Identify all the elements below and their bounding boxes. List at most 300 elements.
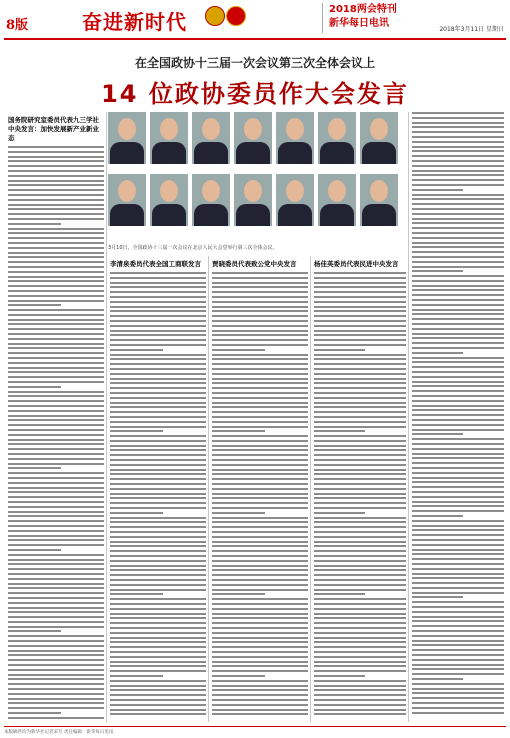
body-text-line bbox=[212, 651, 308, 653]
body-text-line bbox=[110, 459, 206, 461]
body-text-line bbox=[314, 627, 406, 629]
body-text-line bbox=[314, 603, 406, 605]
body-text-line bbox=[314, 617, 406, 619]
body-text-line bbox=[412, 189, 463, 191]
body-text-line bbox=[110, 536, 206, 538]
body-text-line bbox=[212, 272, 308, 274]
body-text-line bbox=[8, 707, 104, 709]
body-text-line bbox=[212, 334, 308, 336]
body-text-line bbox=[412, 553, 504, 555]
body-text-line bbox=[412, 601, 504, 603]
body-text-line bbox=[8, 371, 104, 373]
brand-title: 奋进新时代 bbox=[82, 10, 187, 34]
body-text-line bbox=[314, 704, 406, 706]
article-column-2 bbox=[110, 256, 206, 722]
body-text-line bbox=[8, 415, 104, 417]
body-text-line bbox=[412, 347, 504, 349]
body-text-line bbox=[412, 337, 504, 339]
body-text-line bbox=[314, 315, 406, 317]
body-text-line bbox=[110, 550, 206, 552]
body-text-line bbox=[8, 170, 104, 172]
body-text-line bbox=[110, 426, 206, 428]
body-text-line bbox=[212, 685, 308, 687]
body-text-line bbox=[212, 704, 308, 706]
body-text-line bbox=[412, 213, 504, 215]
body-text-line bbox=[8, 343, 104, 345]
body-text-line bbox=[314, 339, 406, 341]
body-text-line bbox=[412, 246, 504, 248]
body-text-line bbox=[314, 291, 406, 293]
body-text-line bbox=[212, 382, 308, 384]
body-text-line bbox=[412, 520, 504, 522]
body-text-line bbox=[314, 296, 406, 298]
body-text-line bbox=[8, 156, 104, 158]
body-text-line bbox=[8, 208, 104, 210]
body-text-line bbox=[314, 373, 406, 375]
article-column-4 bbox=[314, 256, 406, 722]
body-text-line bbox=[110, 541, 206, 543]
body-text-line bbox=[110, 454, 206, 456]
body-text-line bbox=[212, 493, 308, 495]
body-text-line bbox=[412, 582, 504, 584]
date-line: 2018年3月11日 星期日 bbox=[439, 26, 504, 33]
body-text-line bbox=[8, 443, 104, 445]
body-text-line bbox=[212, 713, 308, 715]
body-text-line bbox=[412, 683, 504, 685]
body-text-line bbox=[8, 319, 104, 321]
body-text-line bbox=[314, 579, 406, 581]
body-text-line bbox=[8, 333, 104, 335]
body-text-line bbox=[8, 583, 104, 585]
body-text-line bbox=[8, 525, 104, 527]
body-text-line bbox=[8, 184, 104, 186]
body-text-line bbox=[110, 344, 206, 346]
body-text-line bbox=[412, 304, 504, 306]
body-text-line bbox=[314, 632, 406, 634]
body-text-line bbox=[212, 320, 308, 322]
body-text-line bbox=[412, 496, 504, 498]
body-text-line bbox=[412, 620, 504, 622]
body-text-line bbox=[412, 222, 504, 224]
body-text-line bbox=[314, 493, 406, 495]
body-text-line bbox=[412, 625, 504, 627]
body-text-line bbox=[110, 617, 206, 619]
body-text-line bbox=[110, 349, 163, 351]
body-text-line bbox=[314, 459, 406, 461]
body-text-line bbox=[212, 459, 308, 461]
body-text-line bbox=[110, 416, 206, 418]
delegate-portrait bbox=[234, 174, 272, 226]
body-text-line bbox=[8, 429, 104, 431]
body-text-line bbox=[110, 402, 206, 404]
body-text-line bbox=[412, 515, 463, 517]
body-text-line bbox=[8, 482, 104, 484]
body-text-line bbox=[110, 574, 206, 576]
delegate-portrait bbox=[276, 174, 314, 226]
body-text-line bbox=[412, 563, 504, 565]
body-text-line bbox=[412, 457, 504, 459]
body-text-line bbox=[212, 445, 308, 447]
body-text-line bbox=[212, 545, 308, 547]
body-text-line bbox=[314, 550, 406, 552]
body-text-line bbox=[412, 510, 504, 512]
body-text-line bbox=[8, 650, 104, 652]
body-text-line bbox=[412, 112, 504, 114]
body-text-line bbox=[110, 545, 206, 547]
body-text-line bbox=[314, 531, 406, 533]
body-text-line bbox=[412, 587, 504, 589]
body-text-line bbox=[412, 419, 504, 421]
body-text-line bbox=[110, 320, 206, 322]
body-text-line bbox=[8, 232, 104, 234]
body-text-line bbox=[412, 477, 504, 479]
body-text-line bbox=[110, 493, 206, 495]
body-text-line bbox=[8, 304, 61, 306]
body-text-line bbox=[8, 467, 61, 469]
body-text-line bbox=[314, 555, 406, 557]
body-text-line bbox=[412, 486, 504, 488]
body-text-line bbox=[110, 296, 206, 298]
body-text-line bbox=[110, 670, 206, 672]
delegate-portrait bbox=[108, 112, 146, 164]
body-text-line bbox=[412, 472, 504, 474]
body-text-line bbox=[110, 531, 206, 533]
body-text-line bbox=[412, 266, 504, 268]
body-text-line bbox=[110, 584, 206, 586]
body-text-line bbox=[314, 613, 406, 615]
body-text-line bbox=[8, 367, 104, 369]
delegate-portrait bbox=[318, 112, 356, 164]
body-text-line bbox=[314, 330, 406, 332]
body-text-line bbox=[110, 488, 206, 490]
body-text-line bbox=[8, 698, 104, 700]
body-text-line bbox=[8, 688, 104, 690]
body-text-line bbox=[8, 146, 104, 148]
body-text-line bbox=[412, 640, 504, 642]
body-text-line bbox=[212, 411, 308, 413]
body-text-line bbox=[314, 344, 406, 346]
body-text-line bbox=[110, 334, 206, 336]
body-text-line bbox=[412, 275, 504, 277]
body-text-line bbox=[8, 160, 104, 162]
body-text-line bbox=[8, 515, 104, 517]
body-text-line bbox=[314, 387, 406, 389]
body-text-line bbox=[212, 536, 308, 538]
body-text-line bbox=[8, 654, 104, 656]
body-text-line bbox=[412, 242, 504, 244]
body-text-line bbox=[110, 378, 206, 380]
body-text-line bbox=[8, 405, 104, 407]
body-text-line bbox=[212, 661, 308, 663]
body-text-line bbox=[8, 563, 104, 565]
body-text-line bbox=[412, 150, 504, 152]
body-text-line bbox=[110, 593, 163, 595]
body-text-line bbox=[8, 573, 104, 575]
body-text-line bbox=[412, 438, 504, 440]
body-text-line bbox=[110, 675, 163, 677]
body-text-line bbox=[8, 400, 104, 402]
body-text-line bbox=[8, 702, 104, 704]
special-issue-sub: 新华每日电讯 bbox=[329, 18, 389, 29]
body-text-line bbox=[212, 497, 308, 499]
body-text-line bbox=[212, 358, 308, 360]
body-text-line bbox=[212, 665, 308, 667]
body-text-line bbox=[412, 395, 504, 397]
body-text-line bbox=[8, 693, 104, 695]
body-text-line bbox=[110, 291, 206, 293]
body-text-line bbox=[8, 607, 104, 609]
body-text-line bbox=[212, 656, 308, 658]
body-text-line bbox=[110, 483, 206, 485]
body-text-line bbox=[110, 286, 206, 288]
body-text-line bbox=[212, 392, 308, 394]
body-text-line bbox=[110, 656, 206, 658]
body-text-line bbox=[212, 402, 308, 404]
body-text-line bbox=[412, 664, 504, 666]
body-text-line bbox=[412, 400, 504, 402]
body-text-line bbox=[8, 539, 104, 541]
body-text-line bbox=[110, 507, 206, 509]
body-text-line bbox=[212, 435, 308, 437]
body-text-line bbox=[212, 526, 308, 528]
body-text-line bbox=[412, 529, 504, 531]
body-text-line bbox=[110, 473, 206, 475]
body-text-line bbox=[8, 228, 104, 230]
special-issue-title: 2018两会特刊 bbox=[329, 4, 397, 15]
body-text-line bbox=[412, 309, 504, 311]
body-text-line bbox=[212, 560, 308, 562]
body-text-line bbox=[8, 501, 104, 503]
body-text-line bbox=[314, 454, 406, 456]
body-text-line bbox=[110, 430, 163, 432]
body-text-line bbox=[314, 545, 406, 547]
body-text-line bbox=[412, 131, 504, 133]
body-text-line bbox=[110, 310, 206, 312]
body-text-line bbox=[314, 310, 406, 312]
body-text-line bbox=[8, 669, 104, 671]
body-text-line bbox=[412, 117, 504, 119]
body-text-line bbox=[314, 517, 406, 519]
body-text-line bbox=[314, 411, 406, 413]
body-text-line bbox=[314, 560, 406, 562]
body-text-line bbox=[110, 517, 206, 519]
body-text-line bbox=[212, 689, 308, 691]
body-text-line bbox=[8, 290, 104, 292]
body-text-line bbox=[314, 521, 406, 523]
body-text-line bbox=[8, 256, 104, 258]
body-text-line bbox=[110, 502, 206, 504]
body-text-line bbox=[314, 589, 406, 591]
body-text-line bbox=[314, 665, 406, 667]
body-text-line bbox=[110, 325, 206, 327]
body-text-line bbox=[212, 430, 265, 432]
body-text-line bbox=[8, 223, 61, 225]
body-text-line bbox=[110, 560, 206, 562]
body-text-line bbox=[8, 285, 104, 287]
body-text-line bbox=[110, 603, 206, 605]
body-text-line bbox=[110, 382, 206, 384]
body-text-line bbox=[314, 656, 406, 658]
body-text-line bbox=[212, 483, 308, 485]
body-text-line bbox=[212, 301, 308, 303]
body-text-line bbox=[8, 323, 104, 325]
body-text-line bbox=[110, 651, 206, 653]
body-text-line bbox=[212, 502, 308, 504]
body-text-line bbox=[412, 328, 504, 330]
body-text-line bbox=[212, 387, 308, 389]
body-text-line bbox=[8, 640, 104, 642]
body-text-line bbox=[412, 462, 504, 464]
body-text-line bbox=[8, 491, 104, 493]
body-text-line bbox=[314, 368, 406, 370]
body-text-line bbox=[412, 261, 504, 263]
body-text-line bbox=[412, 323, 504, 325]
body-text-line bbox=[412, 433, 463, 435]
body-text-line bbox=[314, 584, 406, 586]
body-text-line bbox=[110, 368, 206, 370]
body-text-line bbox=[110, 713, 206, 715]
body-text-line bbox=[8, 271, 104, 273]
body-text-line bbox=[412, 405, 504, 407]
body-text-line bbox=[412, 141, 504, 143]
body-text-line bbox=[412, 635, 504, 637]
body-text-line bbox=[314, 306, 406, 308]
body-text-line bbox=[110, 406, 206, 408]
body-text-line bbox=[110, 387, 206, 389]
body-text-line bbox=[8, 252, 104, 254]
body-text-line bbox=[412, 352, 463, 354]
body-text-line bbox=[8, 338, 104, 340]
body-text-line bbox=[412, 568, 504, 570]
body-text-line bbox=[212, 363, 308, 365]
body-text-line bbox=[412, 702, 504, 704]
body-text-line bbox=[412, 697, 504, 699]
delegate-portrait bbox=[192, 112, 230, 164]
body-text-line bbox=[8, 520, 104, 522]
body-text-line bbox=[412, 443, 504, 445]
body-text-line bbox=[412, 668, 504, 670]
body-text-line bbox=[412, 544, 504, 546]
body-text-line bbox=[8, 635, 104, 637]
body-text-line bbox=[8, 199, 104, 201]
body-text-line bbox=[8, 568, 104, 570]
body-text-line bbox=[412, 218, 504, 220]
body-text-line bbox=[314, 512, 365, 514]
body-text-line bbox=[8, 357, 104, 359]
body-text-line bbox=[314, 286, 406, 288]
body-text-line bbox=[314, 325, 406, 327]
body-text-line bbox=[110, 449, 206, 451]
body-text-line bbox=[212, 627, 308, 629]
body-text-line bbox=[110, 464, 206, 466]
body-text-line bbox=[212, 325, 308, 327]
article-column-3 bbox=[212, 256, 308, 722]
body-text-line bbox=[314, 277, 406, 279]
body-text-line bbox=[412, 429, 504, 431]
body-text-line bbox=[212, 397, 308, 399]
body-text-line bbox=[212, 550, 308, 552]
body-text-line bbox=[8, 496, 104, 498]
body-text-line bbox=[110, 608, 206, 610]
body-text-line bbox=[314, 502, 406, 504]
body-text-line bbox=[212, 368, 308, 370]
body-text-line bbox=[110, 301, 206, 303]
body-text-line bbox=[412, 390, 504, 392]
body-text-line bbox=[412, 251, 504, 253]
body-text-line bbox=[212, 569, 308, 571]
body-text-line bbox=[314, 685, 406, 687]
body-text-line bbox=[110, 579, 206, 581]
delegate-portrait bbox=[360, 112, 398, 164]
body-text-line bbox=[212, 565, 308, 567]
body-text-line bbox=[8, 242, 104, 244]
body-text-line bbox=[212, 709, 308, 711]
body-text-line bbox=[110, 589, 206, 591]
body-text-line bbox=[110, 699, 206, 701]
body-text-line bbox=[212, 699, 308, 701]
body-text-line bbox=[8, 597, 104, 599]
body-text-line bbox=[412, 491, 504, 493]
body-text-line bbox=[8, 448, 104, 450]
article-column-1 bbox=[8, 112, 104, 722]
body-text-line bbox=[412, 285, 504, 287]
body-text-line bbox=[8, 213, 104, 215]
body-text-line bbox=[314, 469, 406, 471]
body-text-line bbox=[212, 613, 308, 615]
body-text-line bbox=[212, 622, 308, 624]
body-text-line bbox=[412, 539, 504, 541]
body-text-line bbox=[8, 717, 104, 719]
body-text-line bbox=[412, 256, 504, 258]
body-text-line bbox=[412, 313, 504, 315]
body-text-line bbox=[314, 507, 406, 509]
body-text-line bbox=[110, 497, 206, 499]
body-text-line bbox=[8, 376, 104, 378]
body-text-line bbox=[8, 712, 61, 714]
body-text-line bbox=[212, 277, 308, 279]
body-text-line bbox=[110, 421, 206, 423]
body-text-line bbox=[8, 602, 104, 604]
body-text-line bbox=[8, 309, 104, 311]
body-text-line bbox=[8, 175, 104, 177]
body-text-line bbox=[412, 184, 504, 186]
body-text-line bbox=[110, 354, 206, 356]
body-text-line bbox=[8, 549, 61, 551]
body-text-line bbox=[8, 630, 61, 632]
body-text-line bbox=[212, 464, 308, 466]
body-text-line bbox=[412, 203, 504, 205]
body-text-line bbox=[212, 541, 308, 543]
body-text-line bbox=[314, 694, 406, 696]
body-text-line bbox=[314, 488, 406, 490]
body-text-line bbox=[212, 608, 308, 610]
body-text-line bbox=[412, 385, 504, 387]
column-divider bbox=[106, 112, 107, 722]
body-text-line bbox=[8, 280, 104, 282]
body-text-line bbox=[110, 569, 206, 571]
column-divider bbox=[408, 112, 409, 722]
body-text-line bbox=[212, 339, 308, 341]
body-text-line bbox=[110, 709, 206, 711]
body-text-line bbox=[412, 174, 504, 176]
body-text-line bbox=[412, 448, 504, 450]
body-text-line bbox=[212, 579, 308, 581]
body-text-line bbox=[8, 204, 104, 206]
body-text-line bbox=[412, 333, 504, 335]
body-text-line bbox=[8, 506, 104, 508]
body-text-line bbox=[8, 683, 104, 685]
body-text-line bbox=[110, 512, 163, 514]
